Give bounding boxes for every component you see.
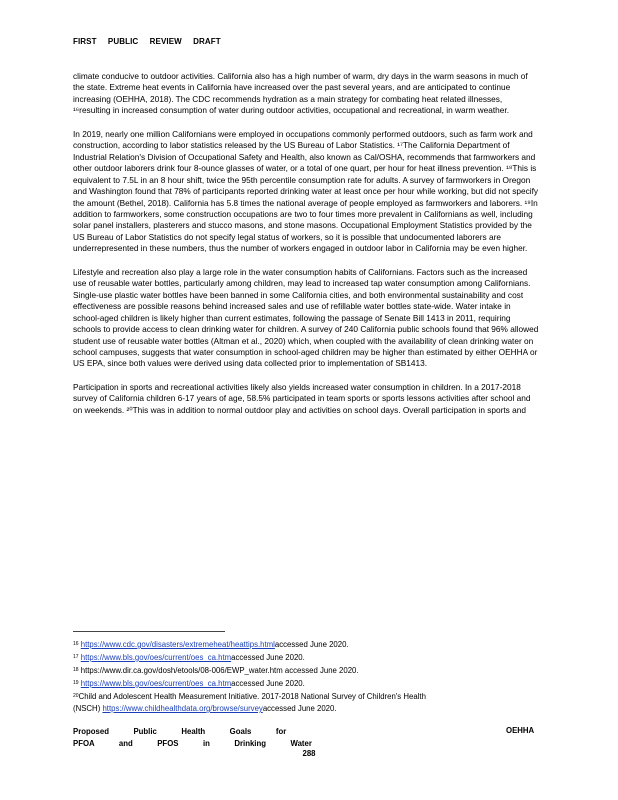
footnote-text: accessed June 2020. <box>274 640 349 649</box>
footnote-divider <box>73 631 225 632</box>
footnote-text: (NSCH) <box>73 704 103 713</box>
paragraph: climate conducive to outdoor activities. California also has a high number of warm, dry days in the warm seasons in much of the state. Extreme heat events in California have increased over the past several years, and are anticipated to continue increasing (OEHHA, 2018). The CDC recommends hydration as a main strategy for combating heat related illnesses, ¹⁶resulting in increased consumption of water during outdoor activities, occupational and recreational, in warm weather. <box>73 71 528 116</box>
footnote-text: Child and Adolescent Health Measurement Initiative. 2017-2018 National Survey of Children's Health <box>78 692 426 701</box>
footnote-continuation <box>73 703 543 715</box>
footnote-link[interactable]: https://www.childhealthdata.org/browse/survey <box>102 704 263 713</box>
footnote-url: https://www.dir.ca.gov/dosh/etools/08-006/EWP_water.htm <box>80 666 283 675</box>
footnote <box>73 690 543 703</box>
body-text <box>73 71 539 428</box>
footer-line: PFOA and PFOS in Drinking Water <box>73 739 312 748</box>
footnote-link[interactable]: https://www.bls.gov/oes/current/oes_ca.htm <box>80 653 232 662</box>
paragraph: Participation in sports and recreational activities likely also yields increased water consumption in children. In a 2017-2018 survey of California children 6-17 years of age, 58.5% participated in team sports or sports lessons activities after school and on weekends. ²⁰This was in addition to normal outdoor play and activities on school days. Overall participation in sports and <box>73 381 531 415</box>
page-number: 288 <box>302 749 316 758</box>
footnote-number: 20 <box>73 693 79 699</box>
footnote-number: 19 <box>73 680 79 686</box>
footnote-number: 18 <box>73 667 79 673</box>
footnote <box>73 677 543 690</box>
footer-line: Proposed Public Health Goals for <box>73 727 287 736</box>
footnote-text: accessed June 2020. <box>284 666 359 675</box>
page-header: FIRST PUBLIC REVIEW DRAFT <box>73 37 221 46</box>
paragraph: In 2019, nearly one million Californians were employed in occupations commonly performed outdoors, such as farm work and construction, according to labor statistics released by the US Bureau of Labor Statistics. ¹⁷The California Department of Industrial Relation's Division of Occupational Safety and Health, also known as Cal/OSHA, recommends that farmworkers and other outdoor laborers drink four 8-ounce glasses of water, or a total of one quart, per hour for heat illness prevention. ¹⁸This is equivalent to 7.5L in an 8 hour shift, twice the 95th percentile consumption rate for adults. A survey of farmworkers in Oregon and Washington found that 78% of participants reported drinking water at least once per hour while working, but did not specify the amount (Bethel, 2018). California has 5.8 times the national average of people employed as farmworkers and laborers. ¹⁹In addition to farmworkers, some construction occupations are two to four times more prevalent in Californians as well, including solar panel installers, plasterers and stucco masons, and stone masons. Occupational Employment Statistics provided by the US Bureau of Labor Statistics do not specify legal status of workers, so it is possible that undocumented laborers are underrepresented in these numbers, thus the number of workers engaged in outdoor labor in California may be even higher. <box>73 128 539 254</box>
footnote-link[interactable]: https://www.cdc.gov/disasters/extremeheat/heattips.html <box>80 640 275 649</box>
footnote-link[interactable]: https://www.bls.gov/oes/current/oes_ca.htm <box>80 679 232 688</box>
footnote-number: 17 <box>73 654 79 660</box>
footnote-number: 16 <box>73 641 79 647</box>
footer-agency: OEHHA <box>506 726 535 735</box>
footnote-text: accessed June 2020. <box>262 704 337 713</box>
footnote <box>73 664 543 677</box>
paragraph: Lifestyle and recreation also play a large role in the water consumption habits of Californians. Factors such as the increased use of reusable water bottles, particularly among children, may lead to increased tap water consumption among Californians. Single-use plastic water bottles have been banned in some California cities, and both environmental sustainability and cost effectiveness are possible reasons behind increased sales and use of refillable water bottles state-wide. Water intake in school-aged children is likely higher than current estimates, following the passage of Senate Bill 1413 in 2011, requiring schools to provide access to clean drinking water for children. A survey of 240 California public schools found that 96% allowed student use of reusable water bottles (Altman et al., 2020) which, when coupled with the availability of clean drinking water on school campuses, suggests that water consumption in school-aged children may be higher than estimated by either OEHHA or US EPA, since both values were derived using data collected prior to implementation of SB1413. <box>73 266 539 369</box>
footnotes <box>73 638 543 715</box>
footnote-text: accessed June 2020. <box>231 653 305 662</box>
footer-document-title <box>73 726 312 750</box>
footnote-text: accessed June 2020. <box>231 679 305 688</box>
footnote <box>73 638 543 651</box>
footnote <box>73 651 543 664</box>
